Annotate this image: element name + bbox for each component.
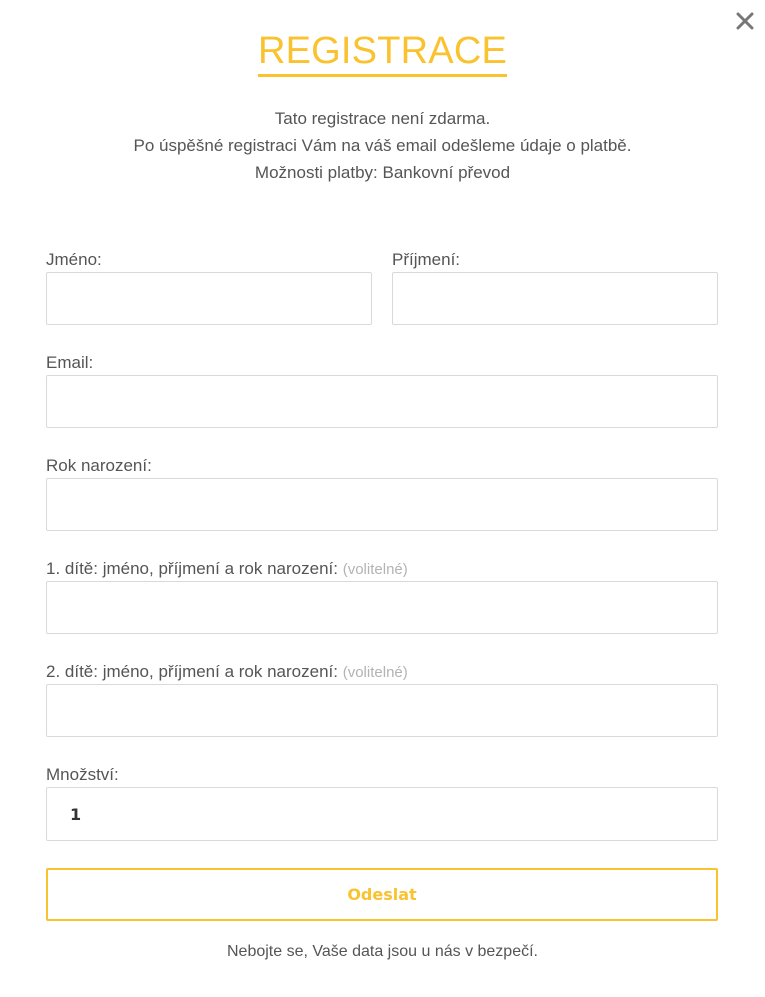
child1-label-wrapper — [46, 559, 408, 580]
first-name-input[interactable] — [46, 272, 372, 325]
intro-text — [0, 105, 765, 186]
child2-label-wrapper — [46, 662, 408, 683]
last-name-input[interactable] — [392, 272, 718, 325]
intro-line-2: Po úspěšné registraci Vám na váš email odešleme údaje o platbě. — [133, 136, 632, 155]
email-input[interactable] — [46, 375, 718, 428]
quantity-input[interactable] — [46, 787, 718, 841]
last-name-label: Příjmení: — [392, 250, 461, 269]
modal-title: REGISTRACE — [258, 30, 507, 77]
child2-input[interactable] — [46, 684, 718, 737]
child2-optional-label: (volitelné) — [342, 664, 408, 681]
child1-optional-label: (volitelné) — [342, 561, 408, 578]
intro-line-1: Tato registrace není zdarma. — [274, 109, 491, 128]
child1-label: 1. dítě: jméno, příjmení a rok narození: — [46, 559, 338, 578]
quantity-label: Množství: — [46, 765, 119, 784]
email-label: Email: — [46, 353, 94, 372]
child2-label: 2. dítě: jméno, příjmení a rok narození: — [46, 662, 338, 681]
submit-button[interactable]: Odeslat — [46, 868, 718, 921]
birth-year-input[interactable] — [46, 478, 718, 531]
first-name-label: Jméno: — [46, 250, 102, 269]
privacy-note: Nebojte se, Vaše data jsou u nás v bezpečí. — [226, 943, 538, 960]
child1-input[interactable] — [46, 581, 718, 634]
modal-title-wrapper — [0, 30, 765, 77]
close-icon — [736, 12, 754, 30]
birth-year-label: Rok narození: — [46, 456, 152, 475]
intro-line-3: Možnosti platby: Bankovní převod — [254, 163, 511, 182]
